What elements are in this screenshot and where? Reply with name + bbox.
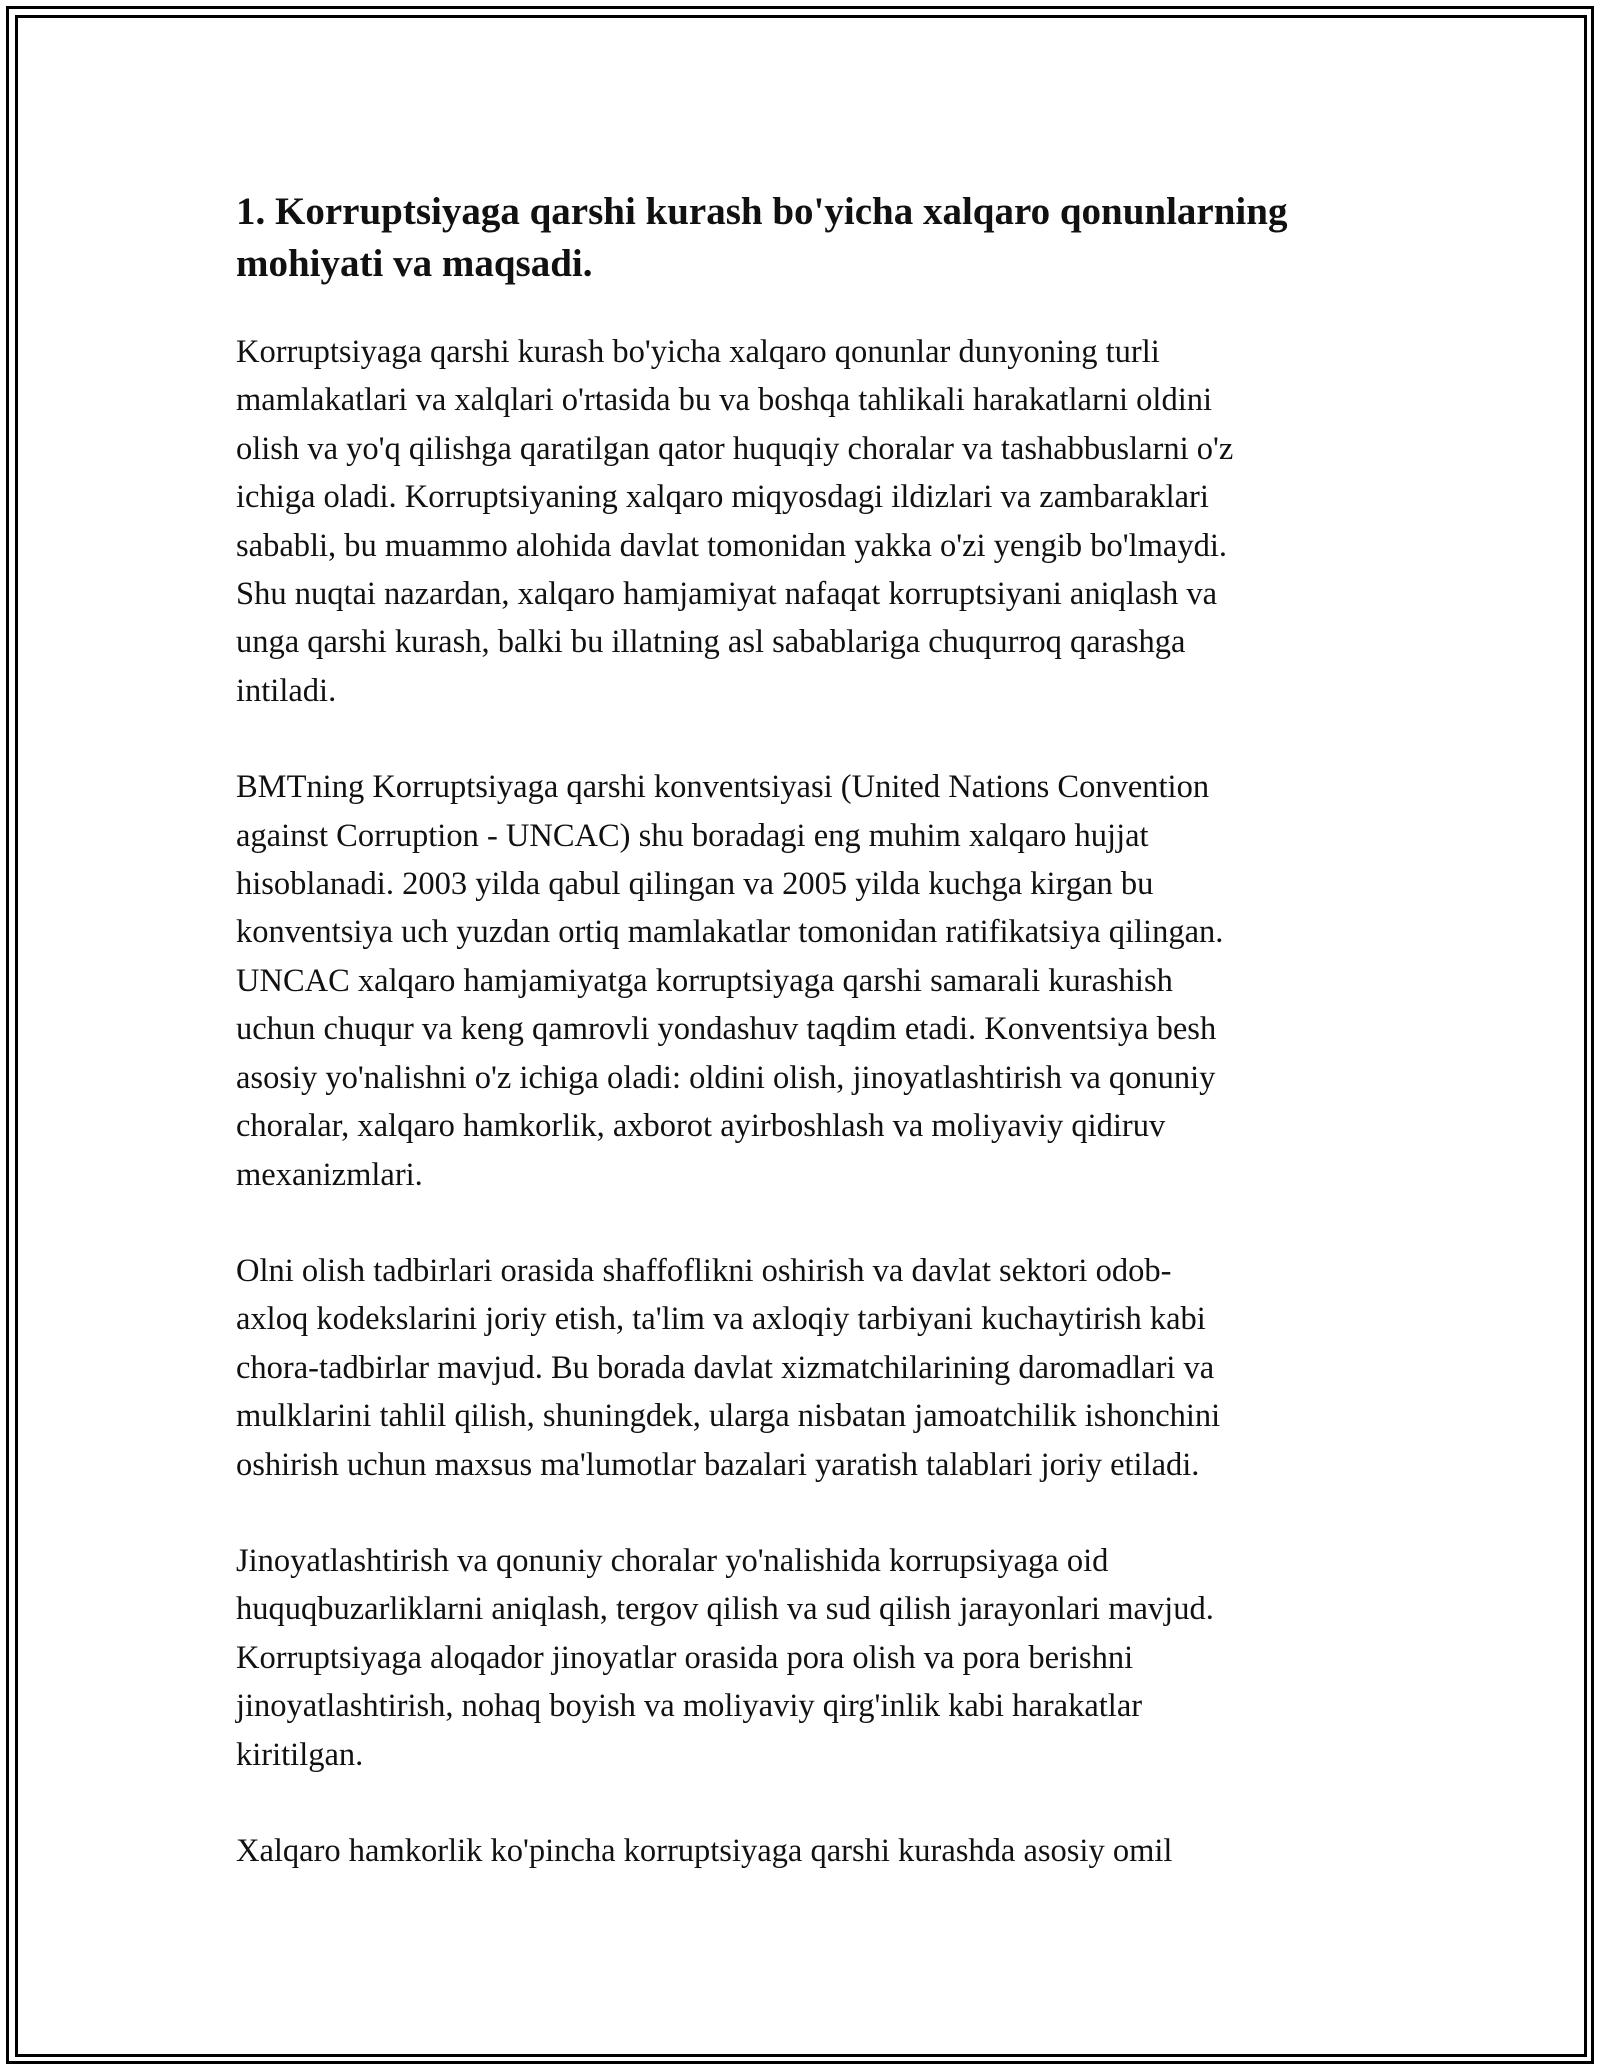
text-line: olish va yo'q qilishga qaratilgan qator huquqiy choralar va tashabbuslarni o'z bbox=[236, 430, 1234, 467]
text-line: Xalqaro hamkorlik ko'pincha korruptsiyaga qarshi kurashda asosiy omil bbox=[236, 1832, 1173, 1869]
text-line: sababli, bu muammo alohida davlat tomonidan yakka o'zi yengib bo'lmaydi. bbox=[236, 527, 1228, 564]
text-line: intiladi. bbox=[236, 672, 337, 709]
document-body bbox=[236, 186, 1376, 1923]
text-line: Olni olish tadbirlari orasida shaffoflikni oshirish va davlat sektori odob- bbox=[236, 1252, 1172, 1289]
text-line: uchun chuqur va keng qamrovli yondashuv taqdim etadi. Konventsiya besh bbox=[236, 1011, 1217, 1048]
text-line: ichiga oladi. Korruptsiyaning xalqaro miqyosdagi ildizlari va zambaraklari bbox=[236, 479, 1209, 516]
text-line: mexanizmlari. bbox=[236, 1156, 423, 1193]
text-line: Jinoyatlashtirish va qonuniy choralar yo'nalishida korrupsiyaga oid bbox=[236, 1542, 1109, 1579]
paragraph-prevention bbox=[236, 1247, 1376, 1489]
text-line: mamlakatlari va xalqlari o'rtasida bu va boshqa tahlikali harakatlarni oldini bbox=[236, 382, 1213, 419]
paragraph-cooperation bbox=[236, 1827, 1376, 1875]
heading-line: 1. Korruptsiyaga qarshi kurash bo'yicha xalqaro qonunlarning bbox=[236, 190, 1288, 233]
text-line: kiritilgan. bbox=[236, 1736, 364, 1773]
text-line: jinoyatlashtirish, nohaq boyish va moliyaviy qirg'inlik kabi harakatlar bbox=[236, 1688, 1143, 1725]
text-line: axloq kodekslarini joriy etish, ta'lim va axloqiy tarbiyani kuchaytirish kabi bbox=[236, 1301, 1206, 1338]
text-line: mulklarini tahlil qilish, shuningdek, ularga nisbatan jamoatchilik ishonchini bbox=[236, 1398, 1221, 1435]
text-line: konventsiya uch yuzdan ortiq mamlakatlar tomonidan ratifikatsiya qilingan. bbox=[236, 914, 1224, 951]
section-heading bbox=[236, 186, 1376, 290]
text-line: BMTning Korruptsiyaga qarshi konventsiyasi (United Nations Convention bbox=[236, 769, 1210, 806]
text-line: hisoblanadi. 2003 yilda qabul qilingan va 2005 yilda kuchga kirgan bu bbox=[236, 866, 1154, 903]
text-line: Shu nuqtai nazardan, xalqaro hamjamiyat nafaqat korruptsiyani aniqlash va bbox=[236, 576, 1217, 613]
text-line: unga qarshi kurash, balki bu illatning asl sabablariga chuqurroq qarashga bbox=[236, 624, 1186, 661]
text-line: chora-tadbirlar mavjud. Bu borada davlat xizmatchilarining daromadlari va bbox=[236, 1349, 1215, 1386]
paragraph-uncac bbox=[236, 763, 1376, 1199]
paragraph-criminalization bbox=[236, 1537, 1376, 1779]
paragraph-intro bbox=[236, 328, 1376, 715]
text-line: oshirish uchun maxsus ma'lumotlar bazalari yaratish talablari joriy etiladi. bbox=[236, 1446, 1200, 1483]
text-line: against Corruption - UNCAC) shu boradagi eng muhim xalqaro hujjat bbox=[236, 817, 1149, 854]
text-line: asosiy yo'nalishni o'z ichiga oladi: oldini olish, jinoyatlashtirish va qonuniy bbox=[236, 1059, 1216, 1096]
text-line: Korruptsiyaga qarshi kurash bo'yicha xalqaro qonunlar dunyoning turli bbox=[236, 334, 1160, 370]
heading-line: mohiyati va maqsadi. bbox=[236, 242, 593, 285]
text-line: huquqbuzarliklarni aniqlash, tergov qilish va sud qilish jarayonlari mavjud. bbox=[236, 1591, 1214, 1628]
text-line: Korruptsiyaga aloqador jinoyatlar orasida pora olish va pora berishni bbox=[236, 1639, 1134, 1676]
text-line: UNCAC xalqaro hamjamiyatga korruptsiyaga qarshi samarali kurashish bbox=[236, 962, 1173, 999]
text-line: choralar, xalqaro hamkorlik, axborot ayirboshlash va moliyaviy qidiruv bbox=[236, 1108, 1166, 1145]
